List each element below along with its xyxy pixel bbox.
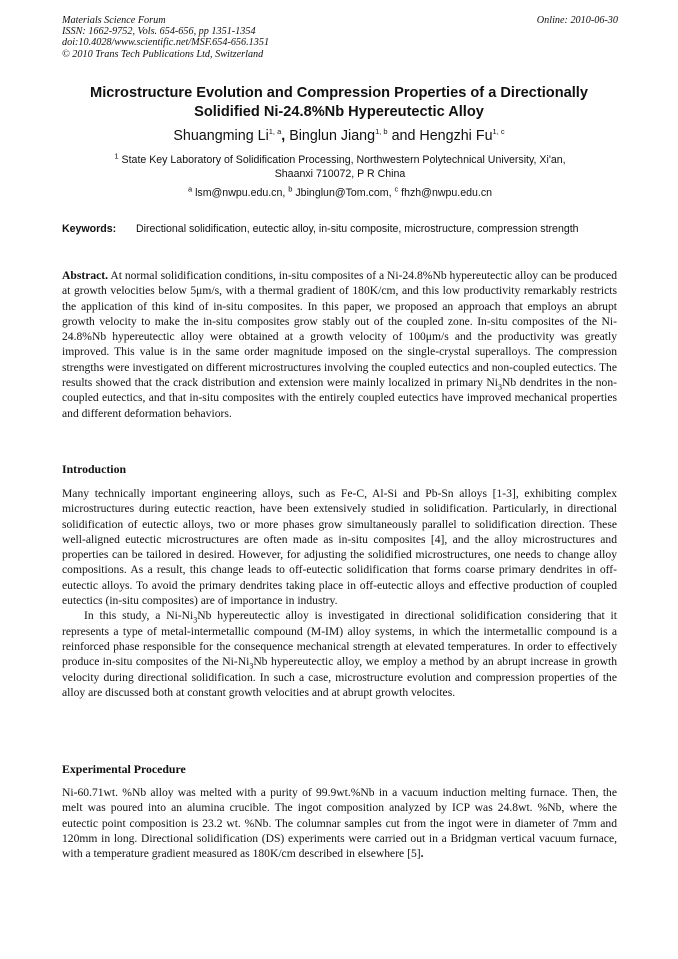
author-name: Shuangming Li xyxy=(173,128,269,144)
paragraph-text: In this study, a Ni-Ni xyxy=(84,609,194,623)
keywords-text: Directional solidification, eutectic alloy, in-situ composite, microstructure, compression strength xyxy=(136,223,579,235)
author-separator: , xyxy=(281,128,290,144)
subscript: 3 xyxy=(193,615,198,625)
abstract-text: Nb dendrites in the non-coupled eutectics, and that in-situ composites with the entirely coupled eutectics have improved mechanical properties and different deformation behaviors. xyxy=(62,376,617,420)
subscript: 3 xyxy=(498,382,502,392)
affil-line-1: State Key Laboratory of Solidification Processing, Northwestern Polytechnical University, Xi'an, xyxy=(118,154,566,166)
abstract-text: At normal solidification conditions, in-situ composites of a Ni-24.8%Nb hypereutectic alloy can be produced at growth velocities below 5μm/s, with a thermal gradient of 180K/cm, and this low productivity remarkably restricts the application of this kind of in-situ composites. In this paper, we proposed an approach that employs an abrupt growth velocity to make the in-situ composites grow stably out of the coupled zone. In-situ composites of the Ni-24.8%Nb hypereutectic alloy were obtained at a growth velocity of 100μm/s and the productivity was greatly improved. This value is in the same order magnitude imposed on the single-crystal superalloys. The compression strengths were investigated on different microstructures involving the coupled eutectics and non-coupled eutectics. The results showed that the crack distribution and extension were mainly localized in primary Ni xyxy=(62,269,617,390)
author-name: Binglun Jiang xyxy=(289,128,376,144)
subscript: 3 xyxy=(249,661,254,671)
intro-paragraph-2 xyxy=(62,608,617,700)
introduction-body xyxy=(62,486,617,700)
abstract-label: Abstract. xyxy=(62,269,109,282)
paragraph-end: . xyxy=(420,847,424,861)
online-date: Online: 2010-06-30 xyxy=(536,15,618,26)
experimental-body xyxy=(62,785,617,861)
paragraph-text: Nb hypereutectic alloy is investigated in directional solidification considering that it represents a type of metal-intermetallic compound (M-IM) alloy systems, in which the intermetallic compound is a reinforced phase responsible for the consequence mechanical strength at elevated temperatures. In order to effectively produce in-situ composites of the Ni-Ni xyxy=(62,609,617,669)
email-list xyxy=(62,184,618,199)
affil-mark: 1 xyxy=(114,151,119,161)
abstract-block xyxy=(62,268,617,421)
email-address: Jbinglun@Tom.com, xyxy=(292,187,395,199)
paragraph-text: Nb hypereutectic alloy, we employ a method by an abrupt increase in growth velocity during directional solidification. In such a case, microstructure evolution and compression properties of the alloy are discussed both at constant growth velocities and at abrupt growth velocites. xyxy=(62,655,617,699)
email-mark: c xyxy=(394,184,399,194)
email-address: fhzh@nwpu.edu.cn xyxy=(398,187,493,199)
email-mark: b xyxy=(288,184,293,194)
journal-header xyxy=(62,15,618,60)
doi-line: doi:10.4028/www.scientific.net/MSF.654-656.1351 xyxy=(62,37,270,49)
section-heading-introduction: Introduction xyxy=(62,462,127,476)
section-heading-experimental: Experimental Procedure xyxy=(62,762,186,776)
keywords-block xyxy=(62,222,618,237)
journal-name: Materials Science Forum xyxy=(62,15,166,26)
copyright-line: © 2010 Trans Tech Publications Ltd, Switzerland xyxy=(62,48,264,60)
email-address: lsm@nwpu.edu.cn, xyxy=(192,187,289,199)
keywords-label: Keywords: xyxy=(62,223,117,235)
email-mark: a xyxy=(187,184,193,194)
affil-line-2: Shaanxi 710072, P R China xyxy=(274,168,406,180)
issn-line: ISSN: 1662-9752, Vols. 654-656, pp 1351-1354 xyxy=(62,26,256,38)
intro-paragraph-1: Many technically important engineering alloys, such as Fe-C, Al-Si and Pb-Sn alloys [1-3], exhibiting complex microstructures during eutectic reaction, have been extensively studied in solidification. Particularly, in directional solidification of eutectic alloys, two or more phases grow simultaneously parallel to solidification direction. These well-aligned eutectic microstructures are often made as in-situ composites [4], and the alloy microstructures and properties can be tailored in desired. However, for adjusting the solidified microstructures, one needs to change alloy compositions. As a result, this change leads to off-eutectic solidification that forms coarse primary dendrites in off-eutectic alloys. To avoid the primary dendrites taking place in off-eutectic alloys and effective production of coupled eutectics (in-situ composites) are of importance in industry. xyxy=(62,487,617,608)
author-separator: and xyxy=(387,128,420,144)
title-line-1: Microstructure Evolution and Compression Properties of a Directionally xyxy=(90,85,588,101)
paper-title xyxy=(55,84,623,122)
affiliation xyxy=(62,153,618,181)
author-affil-mark: 1, c xyxy=(492,127,505,137)
author-list xyxy=(55,128,623,144)
author-affil-mark: 1, b xyxy=(375,127,388,137)
paragraph-text: Ni-60.71wt. %Nb alloy was melted with a purity of 99.9wt.%Nb in a vacuum induction melting furnace. Then, the melt was poured into an alumina crucible. The ingot composition analyzed by ICP was 24.8wt. %Nb, where the eutectic point composition is 23.2 wt. %Nb. The columnar samples cut from the ingot were in diameter of 7mm and 120mm in long. Directional solidification (DS) experiments were carried out in a Bridgman vertical vacuum furnace, with a temperature gradient measured as 180K/cm described in elsewhere [5] xyxy=(62,786,617,861)
experimental-paragraph xyxy=(62,785,617,861)
author-affil-mark: 1, a xyxy=(268,127,282,137)
title-line-2: Solidified Ni-24.8%Nb Hypereutectic Alloy xyxy=(194,104,484,120)
author-name: Hengzhi Fu xyxy=(419,128,493,144)
